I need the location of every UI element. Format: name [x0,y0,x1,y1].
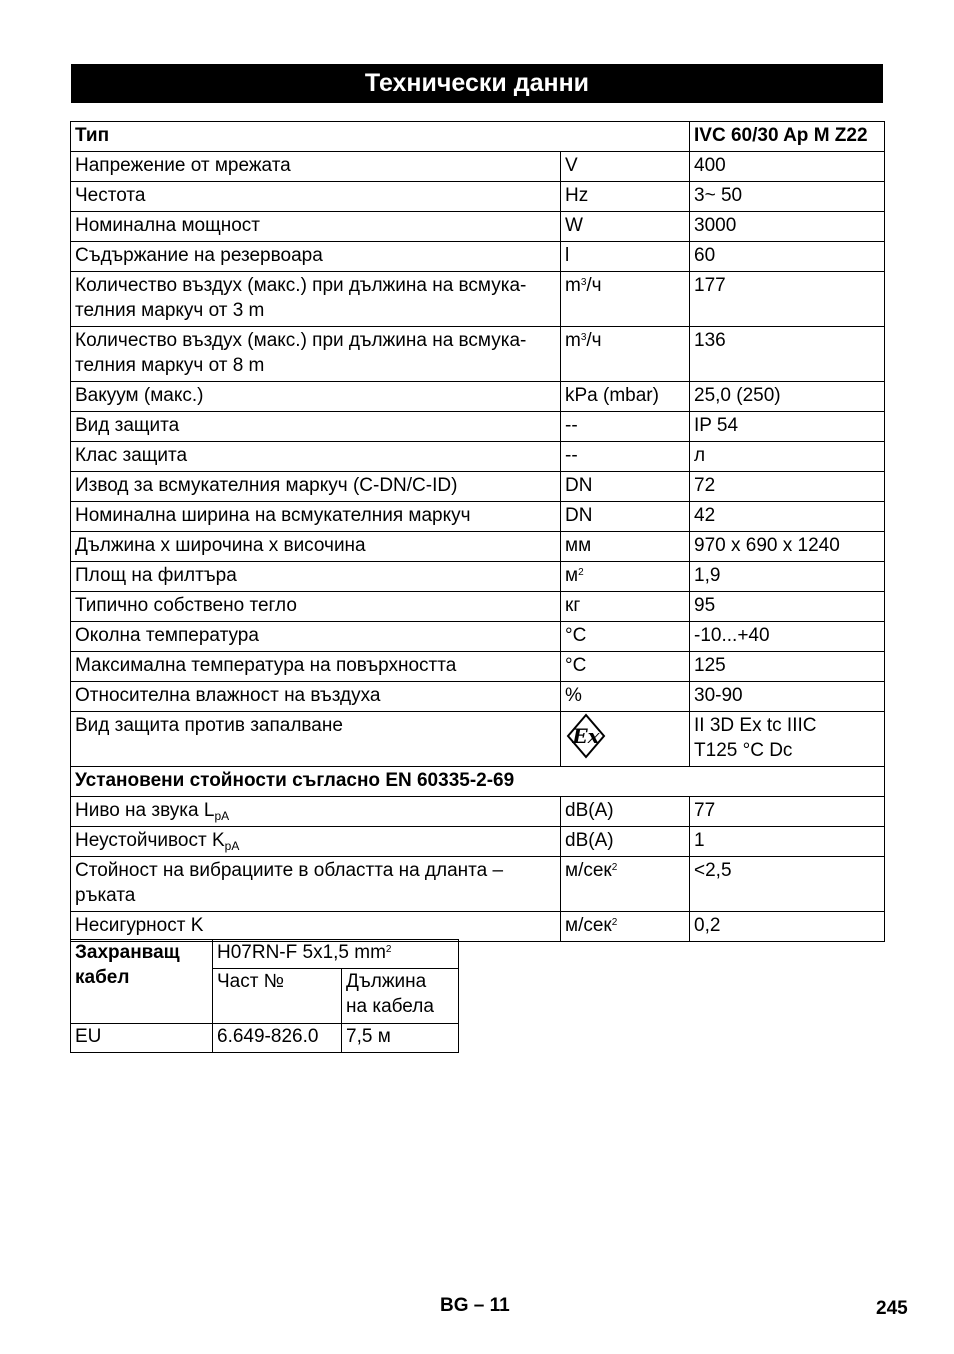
row-label: Типично собствено тегло [71,592,561,622]
row-value: 3000 [690,212,885,242]
cable-title-line-1: Захранващ [75,942,180,963]
row-label [71,827,561,857]
row-value: 136 [690,327,885,382]
row-unit [561,912,690,942]
table-row [71,682,885,712]
table-row [71,652,885,682]
label-base: Неустойчивост K [75,830,225,851]
label-line-2: телния маркуч от 8 m [75,355,265,376]
table-row [71,1024,459,1053]
row-label [71,327,561,382]
table-row [71,857,885,912]
row-label [71,797,561,827]
row-value: 400 [690,152,885,182]
row-value: 177 [690,272,885,327]
cable-title-line-2: кабел [75,967,130,988]
row-label: Извод за всмукателния маркуч (C-DN/C-ID) [71,472,561,502]
row-value: -10...+40 [690,622,885,652]
table-row [71,622,885,652]
cable-title [71,940,213,1024]
row-unit [561,562,690,592]
label-line-1: Количество въздух (макс.) при дължина на всмука- [75,275,527,296]
label-line-2: ръката [75,885,136,906]
region-cell: EU [71,1024,213,1053]
table-header-row [71,122,885,152]
label-base: Ниво на звука L [75,800,215,821]
unit-superscript: 3 [580,332,587,343]
row-unit [561,712,690,767]
label-line-2: телния маркуч от 3 m [75,300,265,321]
ex-hexagon-icon [565,713,607,759]
row-label: Дължина х широчина х височина [71,532,561,562]
unit-base: m [565,275,581,296]
row-value: 0,2 [690,912,885,942]
svg-text:Ex: Ex [572,724,600,748]
row-label [71,857,561,912]
cable-type [213,940,459,969]
length-header-line-1: Дължина [346,971,427,992]
row-unit: кг [561,592,690,622]
row-label: Напрежение от мрежата [71,152,561,182]
table-row [71,912,885,942]
footer-language-page: BG – 11 [440,1295,510,1316]
row-label: Несигурност K [71,912,561,942]
row-value: 25,0 (250) [690,382,885,412]
row-label: Вид защита [71,412,561,442]
row-unit: kPa (mbar) [561,382,690,412]
unit-tail: /ч [586,275,602,296]
cable-length-cell: 7,5 м [342,1024,459,1053]
row-value: 1 [690,827,885,857]
table-row [71,442,885,472]
table-row [71,242,885,272]
row-value: л [690,442,885,472]
row-label: Клас защита [71,442,561,472]
table-row [71,592,885,622]
row-unit: Hz [561,182,690,212]
row-label: Номинална ширина на всмукателния маркуч [71,502,561,532]
type-label: Тип [71,122,690,152]
row-unit [561,327,690,382]
row-unit [561,857,690,912]
row-value [690,712,885,767]
table-row [71,182,885,212]
row-value: 95 [690,592,885,622]
cable-type-base: H07RN-F 5x1,5 mm [217,942,386,963]
row-unit [561,272,690,327]
row-value: 42 [690,502,885,532]
value-line-2: T125 °C Dc [694,740,793,761]
length-header-line-2: на кабела [346,996,434,1017]
row-value: 1,9 [690,562,885,592]
unit-superscript: 3 [580,277,587,288]
row-value: 72 [690,472,885,502]
row-unit: DN [561,472,690,502]
row-unit: dB(A) [561,827,690,857]
unit-base: м/сек [565,915,612,936]
unit-base: м/сек [565,860,612,881]
table-row [71,412,885,442]
row-label: Максимална температура на повърхността [71,652,561,682]
label-line-1: Количество въздух (макс.) при дължина на всмука- [75,330,527,351]
label-subscript: pA [224,839,240,853]
page-number: 245 [876,1298,908,1319]
table-row [71,940,459,969]
table-row [71,472,885,502]
table-row [71,797,885,827]
cable-length-header [342,969,459,1024]
table-row [71,827,885,857]
label-line-1: Стойност на вибрациите в областта на дланта – [75,860,504,881]
part-number-cell: 6.649-826.0 [213,1024,342,1053]
row-unit: % [561,682,690,712]
unit-superscript: 2 [611,917,618,928]
table-row [71,272,885,327]
table-row [71,502,885,532]
part-number-header: Част № [213,969,342,1024]
technical-data-table [70,121,885,942]
row-unit: -- [561,412,690,442]
unit-superscript: 2 [578,567,584,578]
table-row [71,712,885,767]
row-label: Вакуум (макс.) [71,382,561,412]
row-unit: W [561,212,690,242]
section-header-row [71,767,885,797]
table-row [71,562,885,592]
row-unit: DN [561,502,690,532]
label-subscript: pA [214,809,230,823]
row-label: Честота [71,182,561,212]
model-name: IVC 60/30 Ap M Z22 [690,122,885,152]
row-label: Номинална мощност [71,212,561,242]
row-unit: l [561,242,690,272]
row-label: Площ на филтъра [71,562,561,592]
row-unit: dB(A) [561,797,690,827]
unit-superscript: 2 [611,862,618,873]
table-row [71,382,885,412]
row-unit: -- [561,442,690,472]
section-heading: Установени стойности съгласно EN 60335-2-69 [71,767,885,797]
row-value: 30-90 [690,682,885,712]
unit-tail: /ч [586,330,602,351]
table-row [71,212,885,242]
unit-base: м [565,565,579,586]
value-line-1: II 3D Ex tc IIIC [694,715,817,736]
table-row [71,532,885,562]
row-label: Относителна влажност на въздуха [71,682,561,712]
row-value: IP 54 [690,412,885,442]
power-cable-table [70,939,459,1053]
page-title: Технически данни [71,64,883,103]
row-label: Съдържание на резервоара [71,242,561,272]
row-value: 60 [690,242,885,272]
row-unit: V [561,152,690,182]
row-label [71,272,561,327]
unit-base: m [565,330,581,351]
row-unit: °C [561,622,690,652]
row-value: 77 [690,797,885,827]
table-row [71,327,885,382]
row-label: Вид защита против запалване [71,712,561,767]
row-unit: °C [561,652,690,682]
cable-type-superscript: 2 [385,944,392,955]
row-unit: мм [561,532,690,562]
row-value: 3~ 50 [690,182,885,212]
table-row [71,152,885,182]
row-value: 125 [690,652,885,682]
row-label: Околна температура [71,622,561,652]
row-value: 970 x 690 x 1240 [690,532,885,562]
row-value: <2,5 [690,857,885,912]
